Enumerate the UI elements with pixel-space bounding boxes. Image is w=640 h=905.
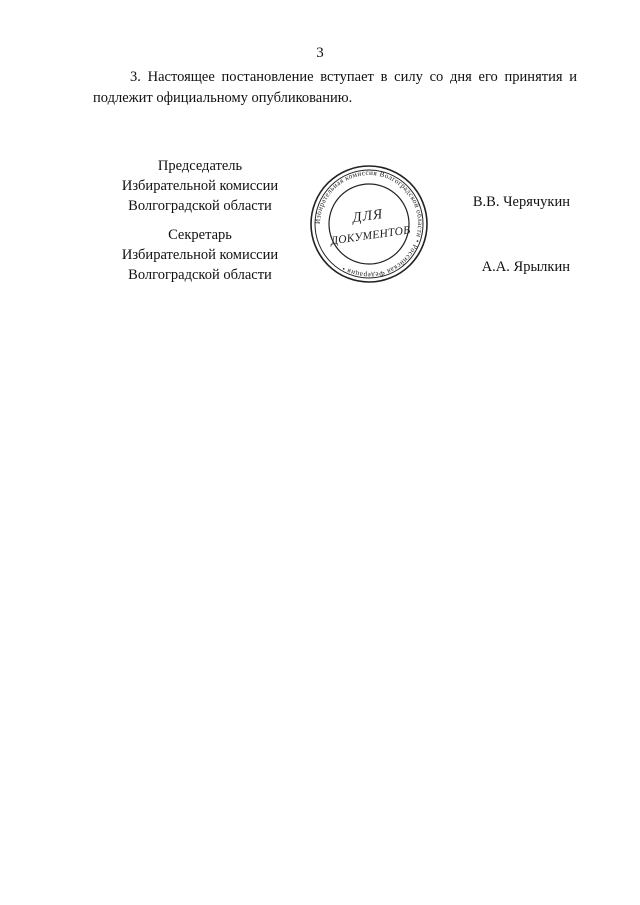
official-seal-stamp [308,163,430,285]
stamp-ring-textpath: Избирательная комиссия Волгоградской области • Российская Федерация • [313,168,425,280]
signature-title-secretary [100,225,300,285]
signature-title-line: Избирательной комиссии [121,247,279,263]
stamp-center-line-2: ДОКУМЕНТОВ [329,224,412,248]
stamp-center-line-1: ДЛЯ [351,207,385,227]
signatory-name-chairman: В.В. Черячукин [472,194,570,210]
signatory-name-secretary: А.А. Ярылкин [481,259,570,275]
signature-title-chairman [100,156,300,216]
signature-title-line: Секретарь [168,227,232,243]
signature-title-line: Волгоградской области [128,198,272,214]
signature-title-line: Волгоградской области [128,267,272,283]
body-paragraph: 3. Настоящее постановление вступает в силу со дня его принятия и подлежит официальному опубликованию. [93,69,577,106]
page-number: 3 [316,45,324,61]
signature-title-line: Председатель [157,158,243,174]
stamp-inner-ring [329,184,412,264]
signature-title-line: Избирательной комиссии [121,178,279,194]
